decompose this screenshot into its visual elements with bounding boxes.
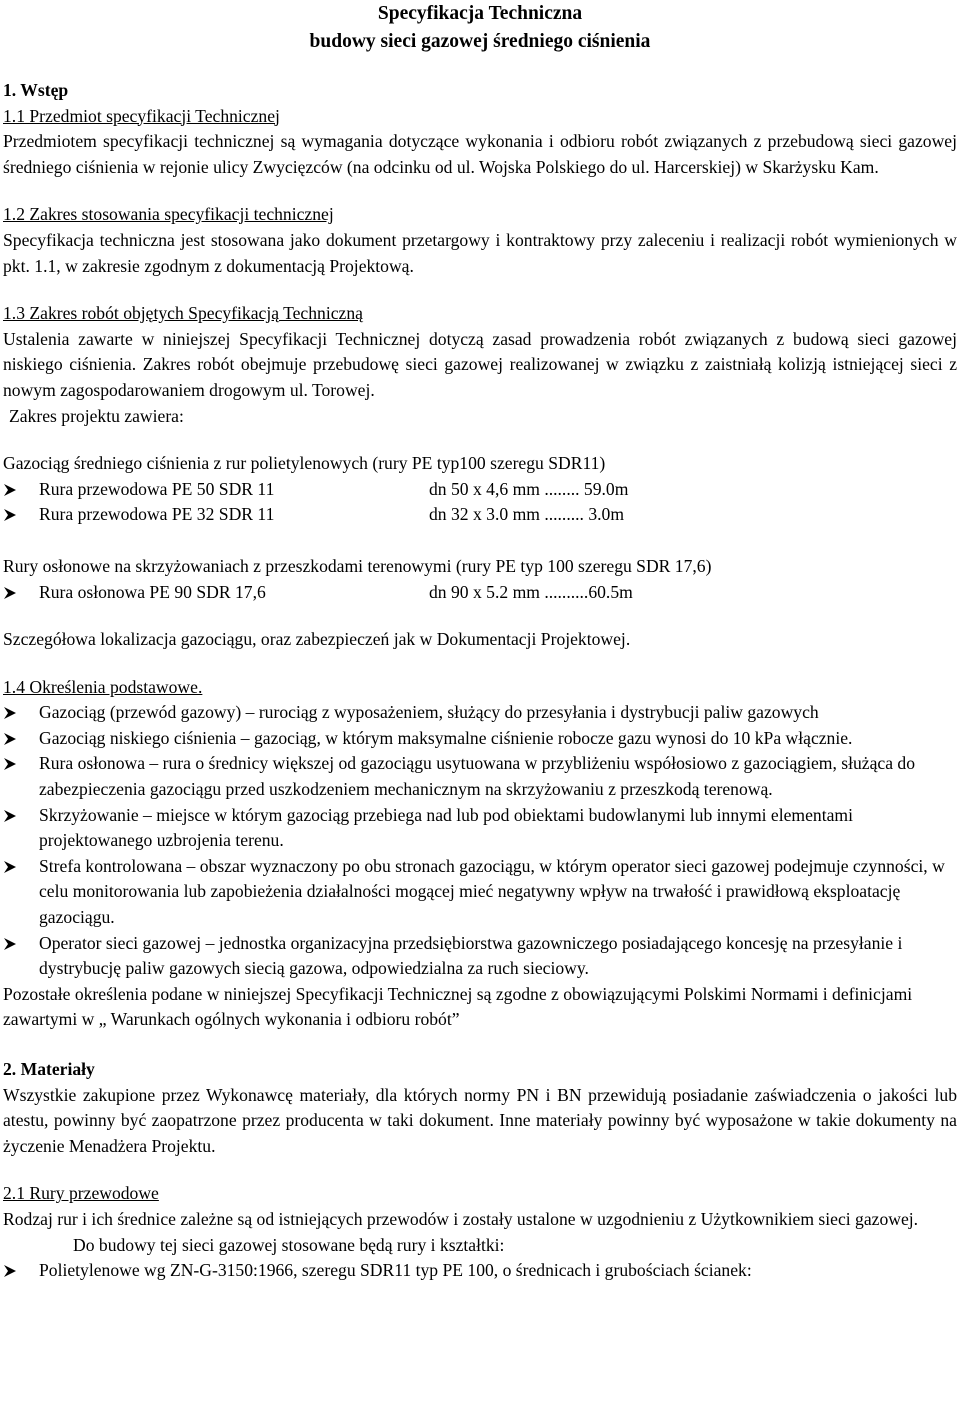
arrow-bullet-icon [3,854,23,882]
section-1-1-text: Przedmiotem specyfikacji technicznej są wymagania dotyczące wykonania i odbioru robót związanych z przebudową sieci gazowej średniego ciśnienia w rejonie ulicy Zwycięzców (na odcinku od ul. Wojska Polskiego do ul. Harcerskiej) w Skarżysku Kam. [3,131,957,177]
section-1-3-heading: 1.3 Zakres robót objętych Specyfikacją Techniczną [3,303,363,324]
list-item [3,854,957,931]
list-item [3,502,957,528]
pipe-dim: dn 32 x 3.0 mm ......... 3.0m [429,504,625,525]
pipe-list [3,477,957,528]
section-2-heading: 2. Materiały [3,1059,95,1079]
doc-title-line2: budowy sieci gazowej średniego ciśnienia [309,31,651,52]
pipeline-title: Gazociąg średniego ciśnienia z rur polietylenowych (rury PE typ100 szeregu SDR11) [3,453,606,474]
casing-title: Rury osłonowe na skrzyżowaniach z przeszkodami terenowymi (rury PE typ 100 szeregu SDR 17,6) [3,555,712,576]
location-text: Szczegółowa lokalizacja gazociągu, oraz zabezpieczeń jak w Dokumentacji Projektowej. [3,629,631,650]
section-1-heading: 1. Wstęp [3,80,69,100]
arrow-bullet-icon [3,580,23,608]
casing-name: Rura osłonowa PE 90 SDR 17,6 [39,581,266,602]
section-2-text: Wszystkie zakupione przez Wykonawcę materiały, dla których normy PN i BN przewidują posiadanie zaświadczenia o jakości lub atestu, powinny być zaopatrzone przez producenta w taki dokument. Inne materiały powinny być wyposażone w takie dokumenty na życzenie Menadżera Projektu. [3,1084,957,1156]
list-item [3,580,957,606]
definition-text: Operator sieci gazowej – jednostka organizacyjna przedsiębiorstwa gazowniczego posiadającego koncesję na przesyłanie i dystrybucję paliw gazowych siecią gazowa, odpowiedzialna za ruch sieciowy. [39,932,903,979]
section-2-1-heading: 2.1 Rury przewodowe [3,1183,159,1204]
section-1-3-text: Ustalenia zawarte w niniejszej Specyfikacji Technicznej dotyczą zasad prowadzenia robót związanych z budową sieci gazowej niskiego ciśnienia. Zakres robót obejmuje przebudowę sieci gazowej realizowanej w związku z zaistniałą kolizją istniejącej sieci z nowym zagospodarowaniem drogowym ul. Torowej. [3,328,957,400]
material-text: Polietylenowe wg ZN-G-3150:1966, szeregu SDR11 typ PE 100, o średnicach i grubościach ścianek: [39,1260,752,1281]
scope-label: Zakres projektu zawiera: [9,405,184,426]
definition-text: Strefa kontrolowana – obszar wyznaczony po obu stronach gazociągu, w którym operator sieci gazowej podejmuje czynności, w celu monitorowania lub zapobieżenia działalności mogącej mieć negatywny wpływ na trwałość i prawidłową eksploatację gazociągu. [39,855,945,928]
definitions-list [3,700,957,982]
arrow-bullet-icon [3,700,23,728]
arrow-bullet-icon [3,726,23,754]
list-item [3,803,957,854]
list-item [3,931,957,982]
definition-text: Gazociąg niskiego ciśnienia – gazociąg, w którym maksymalne ciśnienie robocze gazu wynosi do 10 kPa włącznie. [39,727,853,748]
materials-list [3,1258,957,1284]
section-1-2-text: Specyfikacja techniczna jest stosowana jako dokument przetargowy i kontraktowy przy zaleceniu i realizacji robót wymienionych w pkt. 1.1, w zakresie zgodnym z dokumentacją Projektową. [3,229,957,276]
definition-text: Skrzyżowanie – miejsce w którym gazociąg przebiega nad lub pod obiektami budowlanymi lub innymi elementami projektowanego uzbrojenia terenu. [39,804,853,851]
list-item [3,726,957,752]
doc-title-line1: Specyfikacja Techniczna [377,3,583,24]
section-1-2-heading: 1.2 Zakres stosowania specyfikacji technicznej [3,204,334,225]
definition-text: Rura osłonowa – rura o średnicy większej od gazociągu usytuowana w przybliżeniu współosiowo z gazociągiem, służąca do zabezpieczenia gazociągu przed uszkodzeniem mechanicznym na skrzyżowaniu z przeszkodą terenową. [39,753,916,800]
list-item [3,1258,957,1284]
section-2-1-intro: Do budowy tej sieci gazowej stosowane będą rury i kształtki: [73,1234,505,1255]
section-1-1-heading: 1.1 Przedmiot specyfikacji Technicznej [3,105,280,126]
list-item [3,700,957,726]
pipe-name: Rura przewodowa PE 32 SDR 11 [39,504,275,525]
definition-text: Gazociąg (przewód gazowy) – rurociąg z wyposażeniem, służący do przesyłania i dystrybucji paliw gazowych [39,702,819,723]
casing-list [3,580,957,606]
arrow-bullet-icon [3,1258,23,1286]
section-2-1-text: Rodzaj rur i ich średnice zależne są od istniejących przewodów i zostały ustalone w uzgodnieniu z Użytkownikiem sieci gazowej. [3,1208,919,1229]
arrow-bullet-icon [3,803,23,831]
other-definitions-text: Pozostałe określenia podane w niniejszej Specyfikacji Technicznej są zgodne z obowiązującymi Polskimi Normami i definicjami zawartymi w „ Warunkach ogólnych wykonania i odbioru robót” [3,983,913,1030]
pipe-name: Rura przewodowa PE 50 SDR 11 [39,478,275,499]
list-item [3,477,957,503]
casing-dim: dn 90 x 5.2 mm ..........60.5m [429,581,633,602]
arrow-bullet-icon [3,751,23,779]
arrow-bullet-icon [3,502,23,530]
section-1-4-heading: 1.4 Określenia podstawowe. [3,676,203,697]
arrow-bullet-icon [3,477,23,505]
arrow-bullet-icon [3,931,23,959]
list-item [3,751,957,802]
pipe-dim: dn 50 x 4,6 mm ........ 59.0m [429,478,629,499]
